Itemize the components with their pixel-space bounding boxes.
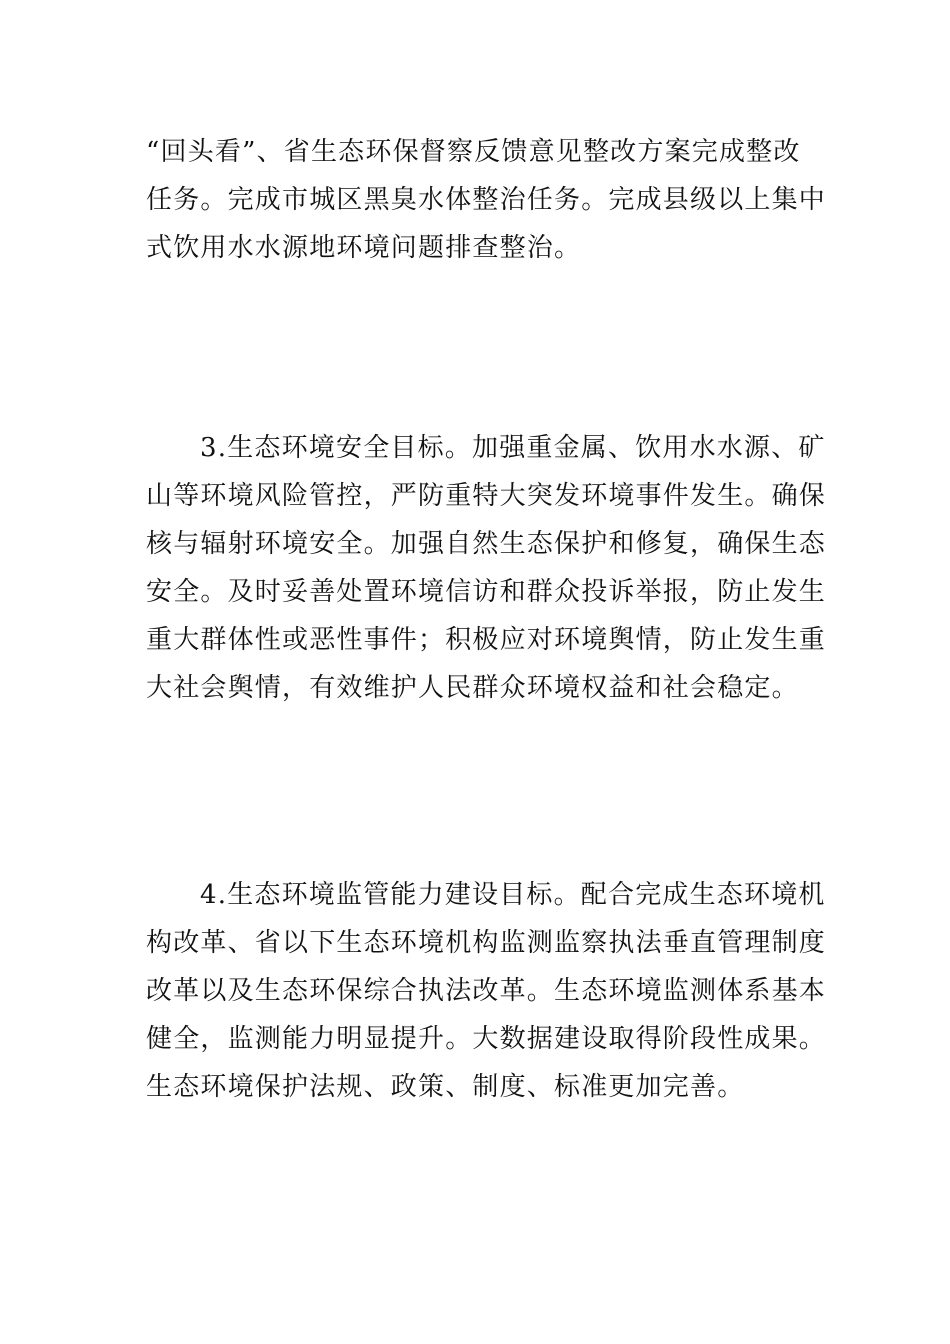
text-line: 安全。及时妥善处置环境信访和群众投诉举报，防止发生	[146, 577, 827, 607]
text-line: 健全，监测能力明显提升。大数据建设取得阶段性成果。	[146, 1024, 827, 1054]
text-line: 构改革、省以下生态环境机构监测监察执法垂直管理制度	[146, 928, 827, 958]
text-line: 3.生态环境安全目标。加强重金属、饮用水水源、矿	[200, 433, 826, 463]
text-line: 大社会舆情，有效维护人民群众环境权益和社会稳定。	[146, 673, 799, 703]
text-line: 任务。完成市城区黑臭水体整治任务。完成县级以上集中	[146, 185, 827, 215]
text-line: 重大群体性或恶性事件；积极应对环境舆情，防止发生重	[146, 625, 827, 655]
text-line: 山等环境风险管控，严防重特大突发环境事件发生。确保	[146, 481, 827, 511]
text-line: 4.生态环境监管能力建设目标。配合完成生态环境机	[200, 880, 826, 910]
paragraph-ecological-safety-goal	[146, 424, 827, 712]
text-line: 改革以及生态环保综合执法改革。生态环境监测体系基本	[146, 976, 827, 1006]
text-line: 生态环境保护法规、政策、制度、标准更加完善。	[146, 1072, 745, 1102]
text-line: 核与辐射环境安全。加强自然生态保护和修复，确保生态	[146, 529, 827, 559]
paragraph-supervision-capacity-goal	[146, 871, 827, 1111]
paragraph-continuation	[146, 128, 827, 272]
text-line: “回头看”、省生态环保督察反馈意见整改方案完成整改	[146, 137, 801, 167]
text-line: 式饮用水水源地环境问题排查整治。	[146, 233, 582, 263]
